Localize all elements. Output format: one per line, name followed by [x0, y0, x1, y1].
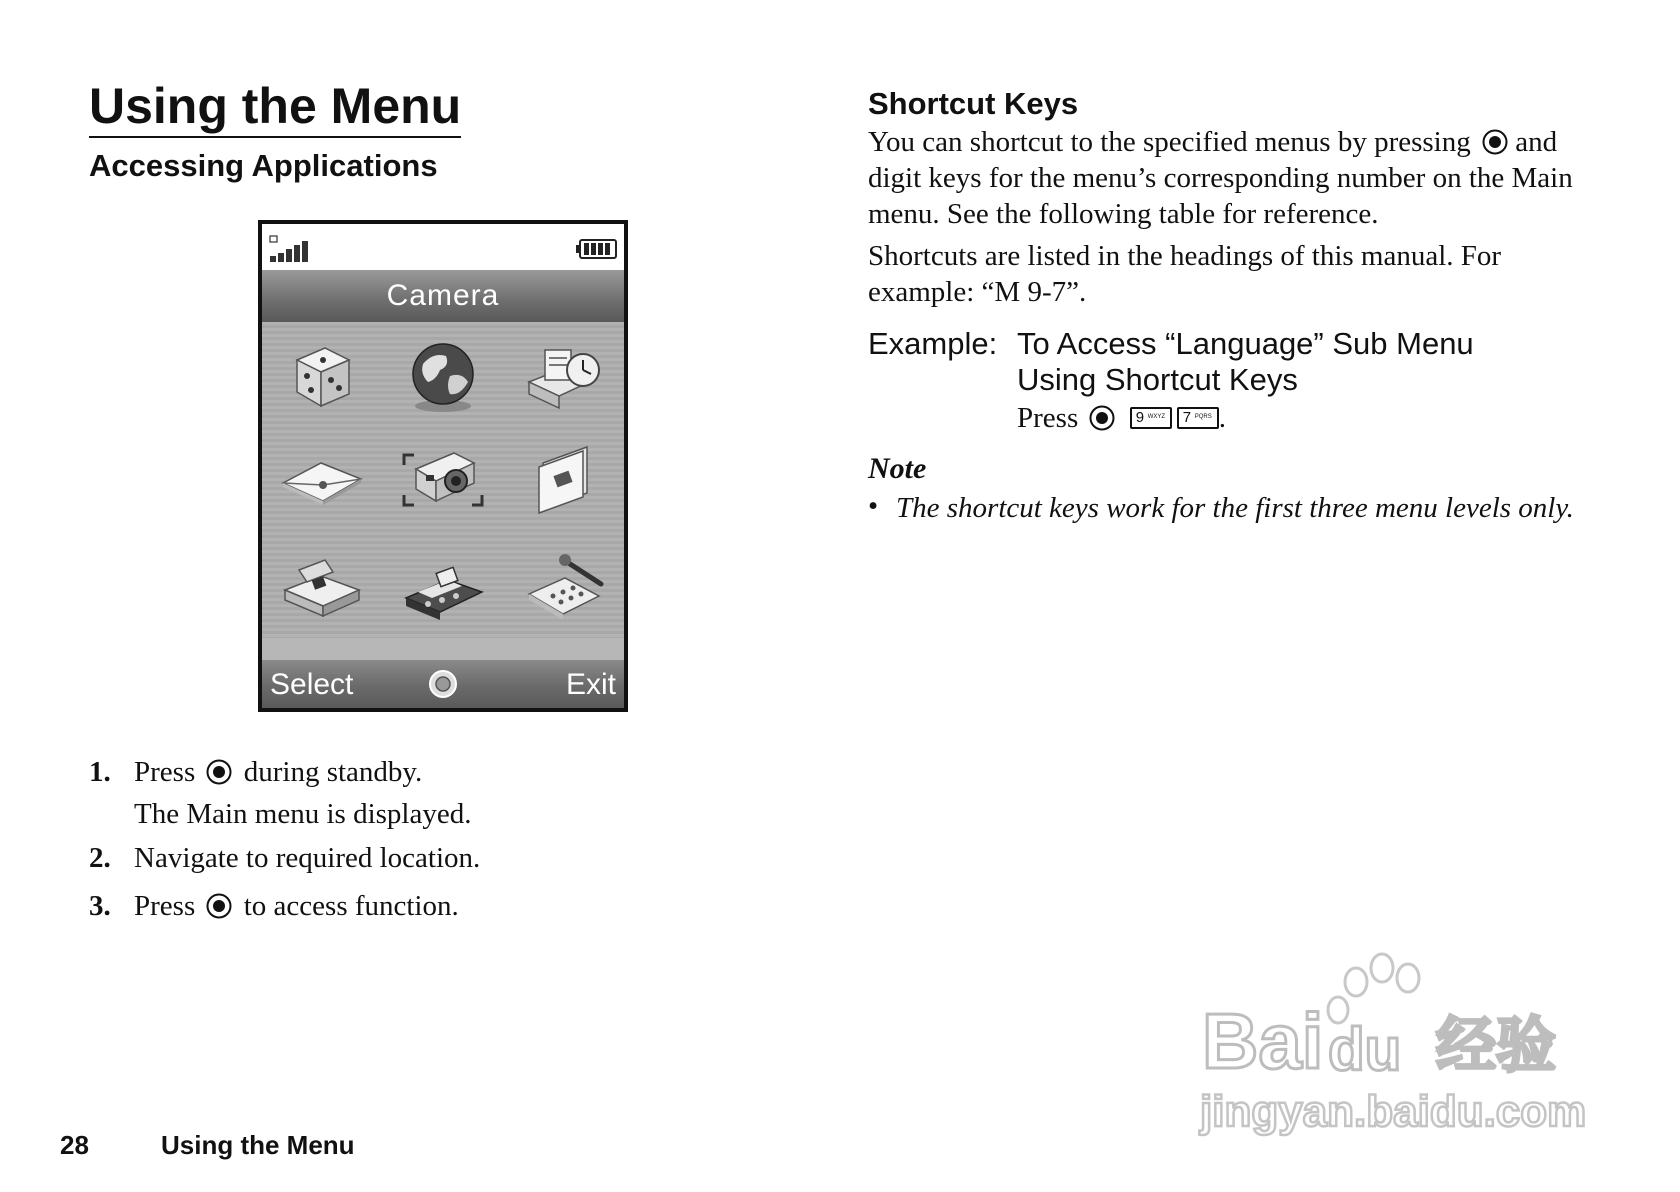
bullet: •: [868, 490, 879, 522]
menu-cell-browser[interactable]: [383, 322, 504, 427]
folder-icon: [519, 435, 609, 525]
step-text: during standby.: [243, 756, 423, 788]
key-digit: 9: [1135, 409, 1145, 426]
handset-icon: [519, 540, 609, 630]
page-number: 28: [60, 1130, 89, 1160]
menu-cell-organizer[interactable]: [503, 322, 624, 427]
envelope-icon: [277, 435, 367, 525]
phone-screen: [262, 224, 624, 708]
signal-strength-icon: [268, 234, 312, 264]
phone-status-bar: [262, 224, 624, 270]
phone-soft-key-bar: [262, 660, 624, 708]
note-text: The shortcut keys work for the first three menu levels only.: [896, 492, 1574, 524]
shortcut-keys-heading: Shortcut Keys: [868, 86, 1079, 121]
press-label: Press: [1017, 402, 1079, 434]
watermark-url: jingyan.baidu.com: [1200, 1087, 1587, 1136]
globe-icon: [398, 330, 488, 420]
key-letters: PQRS: [1194, 414, 1212, 420]
select-key-icon: [206, 893, 232, 919]
page-title: Using the Menu: [89, 78, 461, 138]
key-letters: WXYZ: [1147, 414, 1166, 420]
menu-cell-entertainment[interactable]: [383, 533, 504, 638]
digit-key-9-icon: [1130, 407, 1172, 429]
step-1: [89, 756, 689, 796]
media-player-icon: [398, 540, 488, 630]
footer-section-title: Using the Menu: [161, 1130, 355, 1160]
menu-cell-phonebook[interactable]: [262, 533, 383, 638]
select-key-icon: [1089, 405, 1115, 431]
main-menu-icon-grid: [262, 322, 624, 638]
organizer-icon: [519, 330, 609, 420]
example-press-keys: [1017, 402, 1226, 435]
shortcut-paragraph-2: Shortcuts are listed in the headings of this manual. For example: “M 9-7”.: [868, 240, 1502, 308]
menu-cell-messages[interactable]: [262, 427, 383, 532]
camera-icon: [398, 435, 488, 525]
step-text: to access function.: [243, 890, 459, 922]
svg-text:du: du: [1328, 1016, 1402, 1083]
svg-text:经验: 经验: [1436, 1011, 1556, 1081]
digit-key-7-icon: [1177, 407, 1219, 429]
example-line-1: To Access “Language” Sub Menu: [1017, 326, 1474, 361]
menu-cell-settings[interactable]: [503, 533, 624, 638]
dice-icon: [277, 330, 367, 420]
soft-key-right[interactable]: Exit: [565, 668, 616, 701]
example-line-2: Using Shortcut Keys: [1017, 362, 1298, 397]
step-number: 3.: [89, 890, 111, 922]
battery-icon: [576, 238, 618, 260]
center-key-icon[interactable]: [428, 669, 458, 699]
step-text: Navigate to required location.: [134, 842, 481, 874]
menu-cell-my-items[interactable]: [503, 427, 624, 532]
step-1-result: [89, 798, 689, 838]
paragraph-text: You can shortcut to the specified menus by pressing: [868, 126, 1471, 158]
watermark-brand: Bai: [1202, 997, 1324, 1085]
soft-key-left[interactable]: Select: [270, 668, 354, 701]
step-text: Press: [134, 890, 196, 922]
paragraph-text: and digit keys for the menu’s corresponding number on the Main menu. See the following table for reference.: [868, 126, 1573, 230]
shortcut-paragraph-1: [868, 124, 1588, 232]
step-text: Press: [134, 756, 196, 788]
section-subtitle: Accessing Applications: [89, 148, 438, 183]
select-key-icon: [1482, 129, 1508, 155]
step-3: [89, 890, 689, 930]
step-number: 1.: [89, 756, 111, 788]
period: .: [1218, 402, 1226, 434]
step-subtext: The Main menu is displayed.: [134, 798, 472, 830]
notebook-icon: [277, 540, 367, 630]
phone-screen-title: Camera: [262, 270, 624, 322]
key-digit: 7: [1182, 409, 1192, 426]
step-2: [89, 842, 689, 882]
select-key-icon: [206, 759, 232, 785]
baidu-jingyan-watermark-logo: [1196, 948, 1616, 1138]
note-heading: Note: [868, 452, 927, 485]
step-number: 2.: [89, 842, 111, 874]
example-label: Example:: [868, 326, 998, 361]
menu-cell-games[interactable]: [262, 322, 383, 427]
phone-screenshot: [258, 220, 628, 712]
menu-cell-camera[interactable]: [383, 427, 504, 532]
